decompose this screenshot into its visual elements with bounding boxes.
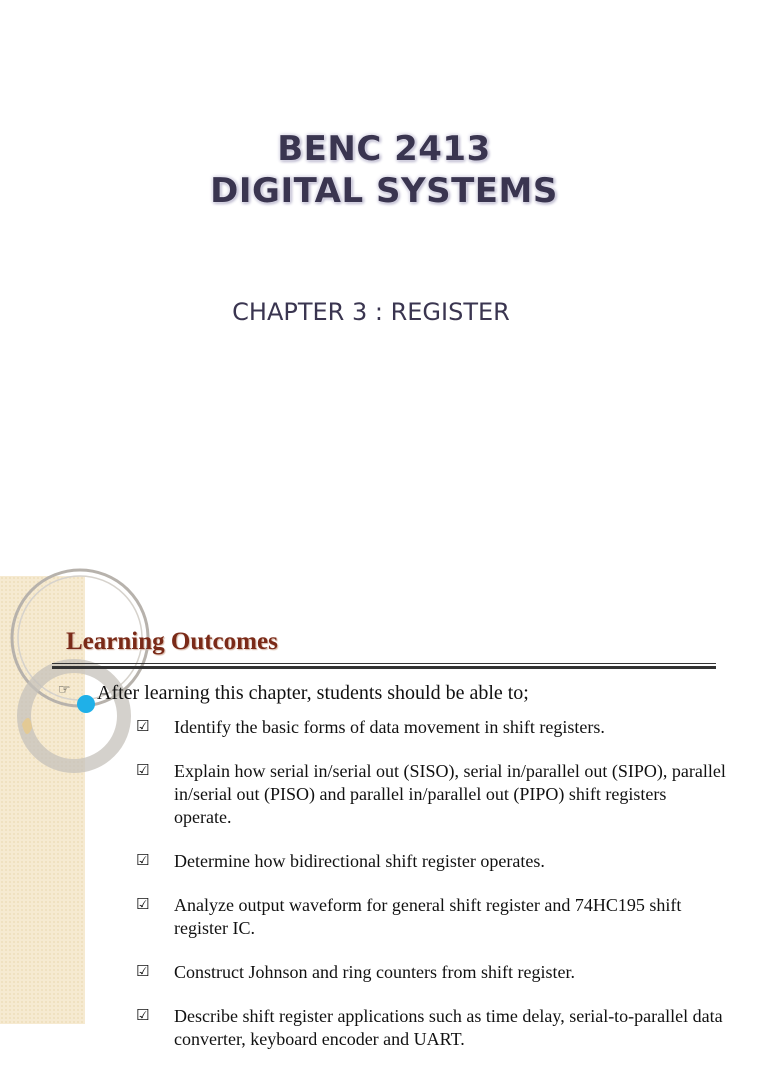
heading-divider-thin [52,663,716,664]
checkbox-checked-icon: ☑ [136,1006,150,1024]
heading-divider-thick [52,666,716,669]
outcomes-list [136,716,726,1072]
list-item [136,961,726,984]
list-item-text: Construct Johnson and ring counters from shift register. [174,962,575,982]
list-item [136,894,726,940]
intro-text: After learning this chapter, students should be able to; [97,682,529,704]
checkbox-checked-icon: ☑ [136,761,150,779]
list-item [136,850,726,873]
list-item-text: Analyze output waveform for general shift register and 74HC195 shift register IC. [174,895,682,938]
checkbox-checked-icon: ☑ [136,962,150,980]
checkbox-checked-icon: ☑ [136,717,150,735]
pointing-hand-icon: ☞ [58,682,71,698]
list-item [136,716,726,739]
checkbox-checked-icon: ☑ [136,895,150,913]
learning-outcomes-slide [0,576,768,1049]
list-item [136,760,726,829]
course-title [0,128,768,212]
course-code: BENC 2413 [277,129,491,169]
learning-outcomes-heading: Learning Outcomes [66,628,278,655]
course-name: DIGITAL SYSTEMS [210,171,558,211]
intro-row [58,682,738,710]
checkbox-checked-icon: ☑ [136,851,150,869]
list-item-text: Explain how serial in/serial out (SISO), serial in/parallel out (SIPO), parallel in/serial out (PISO) and parallel in/parallel out (PIPO) shift registers operate. [174,761,726,827]
list-item-text: Describe shift register applications such as time delay, serial-to-parallel data converter, keyboard encoder and UART. [174,1006,723,1049]
list-item-text: Determine how bidirectional shift register operates. [174,851,545,871]
list-item [136,1005,726,1051]
chapter-title: CHAPTER 3 : REGISTER [232,298,510,326]
list-item-text: Identify the basic forms of data movement in shift registers. [174,717,605,737]
